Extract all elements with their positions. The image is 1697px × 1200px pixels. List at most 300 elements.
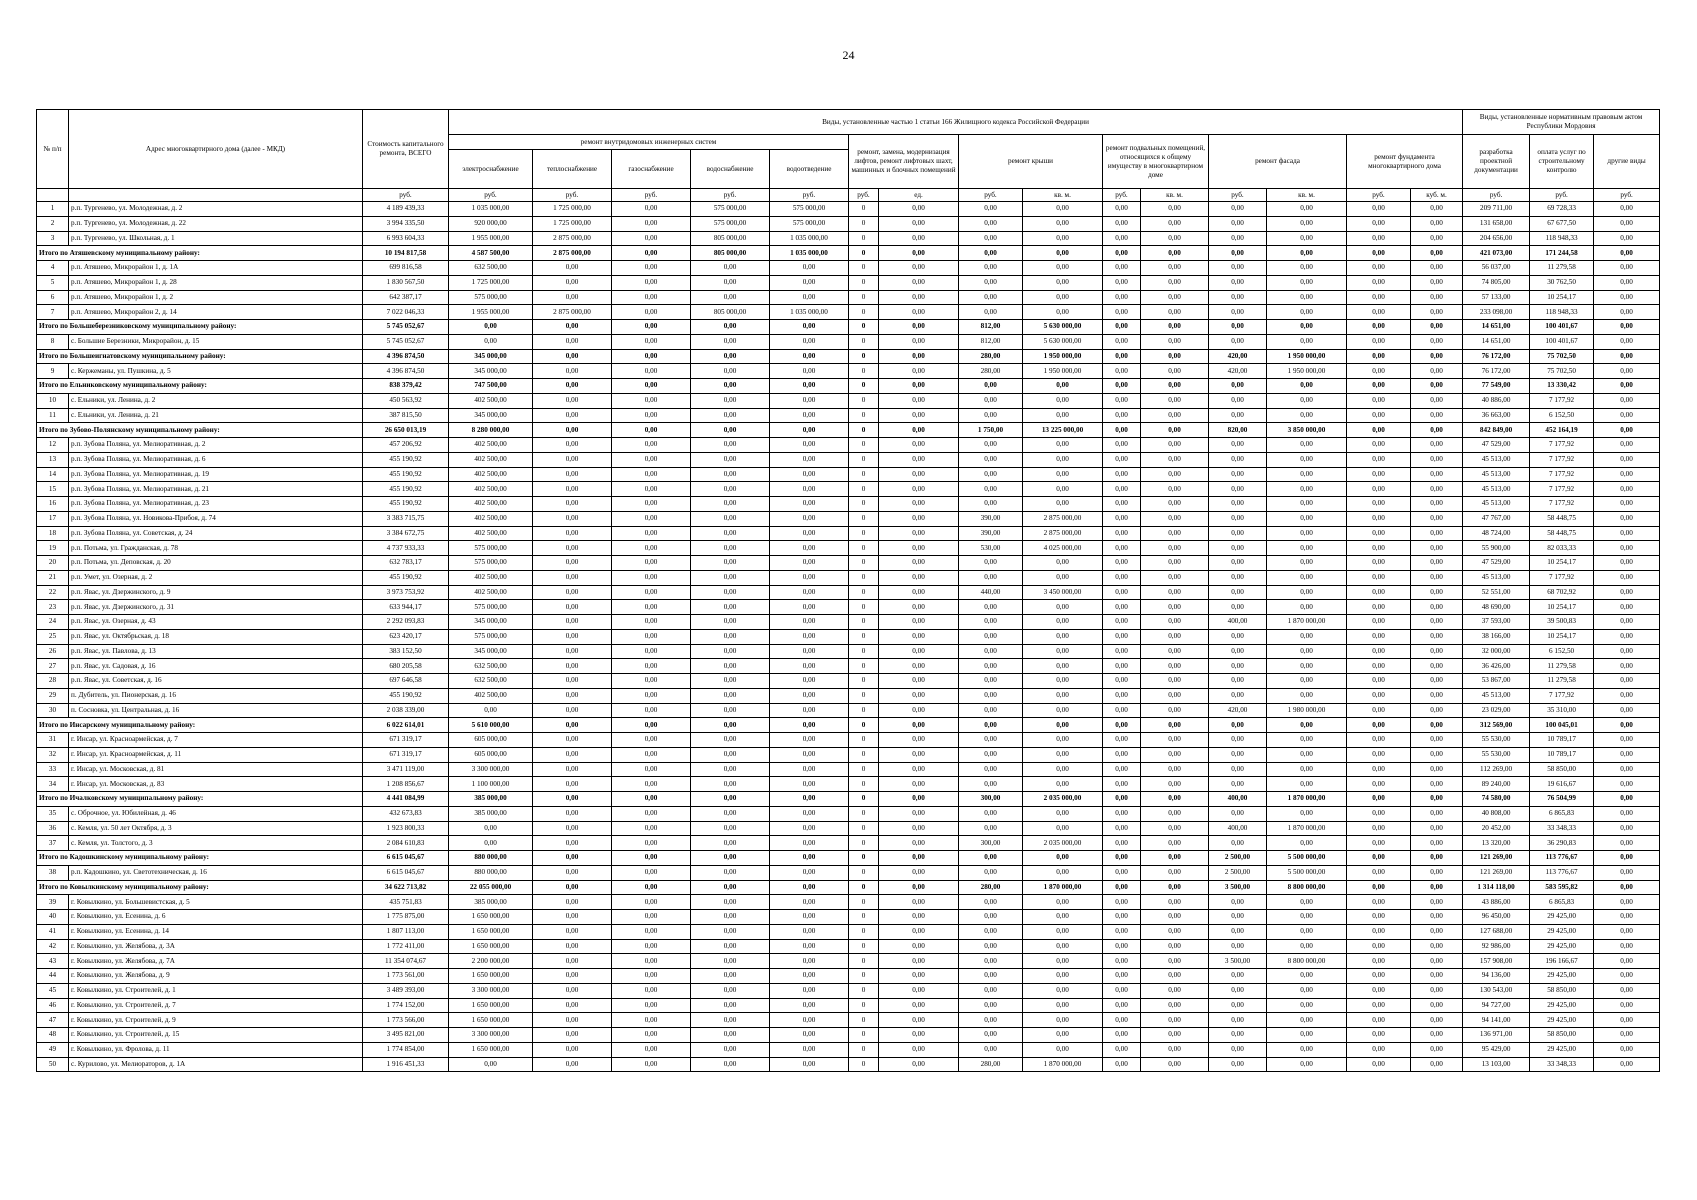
address-cell: с. Большие Березники, Микрорайон, д. 15	[69, 334, 363, 349]
value-cell: 0,00	[879, 821, 959, 836]
value-cell: 3 500,00	[1209, 880, 1267, 895]
value-cell: 0,00	[533, 747, 612, 762]
value-cell: 6 865,83	[1530, 806, 1594, 821]
value-cell: 0,00	[1347, 393, 1411, 408]
value-cell: 390,00	[959, 511, 1023, 526]
value-cell: 0	[849, 895, 879, 910]
value-cell: 0,00	[770, 1028, 849, 1043]
value-cell: 11 279,58	[1530, 659, 1594, 674]
value-cell: 0,00	[1594, 615, 1660, 630]
value-cell: 0,00	[1347, 570, 1411, 585]
value-cell: 0,00	[770, 718, 849, 733]
value-cell: 0,00	[1141, 585, 1209, 600]
value-cell: 1 807 113,00	[363, 924, 449, 939]
value-cell: 420,00	[1209, 349, 1267, 364]
value-cell: 0,00	[612, 275, 691, 290]
value-cell: 0,00	[1209, 290, 1267, 305]
value-cell: 0,00	[1023, 408, 1103, 423]
value-cell: 0,00	[1411, 762, 1463, 777]
value-cell: 0,00	[1267, 718, 1347, 733]
value-cell: 0,00	[1103, 261, 1141, 276]
value-cell: 10 194 817,58	[363, 246, 449, 261]
district-total-label: Итого по Ельниковскому муниципальному району:	[37, 379, 363, 394]
table-row	[37, 364, 1660, 379]
value-cell: 0,00	[612, 511, 691, 526]
value-cell: 0,00	[1141, 747, 1209, 762]
value-cell: 0,00	[959, 305, 1023, 320]
value-cell: 0,00	[533, 320, 612, 335]
value-cell: 0,00	[1347, 334, 1411, 349]
value-cell: 29 425,00	[1530, 1042, 1594, 1057]
value-cell: 76 504,99	[1530, 792, 1594, 807]
value-cell: 0,00	[1023, 718, 1103, 733]
value-cell: 1 870 000,00	[1267, 821, 1347, 836]
value-cell: 0,00	[770, 585, 849, 600]
value-cell: 0,00	[879, 393, 959, 408]
address-cell: р.п. Атяшево, Микрорайон 1, д. 1А	[69, 261, 363, 276]
table-row	[37, 1042, 1660, 1057]
value-cell: 0,00	[1141, 320, 1209, 335]
address-cell: р.п. Атяшево, Микрорайон 2, д. 14	[69, 305, 363, 320]
header-basement: ремонт подвальных помещений, относящихся к общему имуществу в многоквартирном доме	[1103, 135, 1209, 189]
table-row	[37, 969, 1660, 984]
value-cell: 0,00	[1347, 585, 1411, 600]
value-cell: 56 037,00	[1463, 261, 1530, 276]
value-cell: 0,00	[1141, 821, 1209, 836]
value-cell: 0,00	[1267, 836, 1347, 851]
value-cell: 0,00	[1411, 452, 1463, 467]
address-cell: р.п. Умет, ул. Озерная, д. 2	[69, 570, 363, 585]
value-cell: 0,00	[770, 497, 849, 512]
value-cell: 0,00	[1411, 320, 1463, 335]
value-cell: 0,00	[879, 733, 959, 748]
value-cell: 0,00	[1023, 1028, 1103, 1043]
table-row	[37, 895, 1660, 910]
address-cell: р.п. Зубова Поляна, ул. Мелиоративная, д. 21	[69, 482, 363, 497]
table-row	[37, 497, 1660, 512]
value-cell: 0,00	[612, 836, 691, 851]
address-cell: р.п. Тургенево, ул. Школьная, д. 1	[69, 231, 363, 246]
value-cell: 671 319,17	[363, 747, 449, 762]
value-cell: 68 702,92	[1530, 585, 1594, 600]
row-number: 7	[37, 305, 69, 320]
value-cell: 7 177,92	[1530, 393, 1594, 408]
value-cell: 0,00	[1347, 762, 1411, 777]
value-cell: 605 000,00	[449, 747, 533, 762]
value-cell: 300,00	[959, 792, 1023, 807]
table-row	[37, 954, 1660, 969]
value-cell: 0,00	[1594, 482, 1660, 497]
value-cell: 0,00	[612, 452, 691, 467]
header-group-zhk: Виды, установленные частью 1 статьи 166 Жилищного кодекса Российской Федерации	[449, 110, 1463, 135]
value-cell: 0,00	[1103, 334, 1141, 349]
value-cell: 0,00	[1347, 777, 1411, 792]
value-cell: 33 348,33	[1530, 821, 1594, 836]
value-cell: 0,00	[1594, 821, 1660, 836]
row-number: 36	[37, 821, 69, 836]
address-cell: г. Ковылкино, ул. Желябова, д. 3А	[69, 939, 363, 954]
value-cell: 0,00	[1023, 910, 1103, 925]
value-cell: 0,00	[770, 423, 849, 438]
value-cell: 0,00	[879, 806, 959, 821]
value-cell: 280,00	[959, 1057, 1023, 1072]
value-cell: 0,00	[1411, 585, 1463, 600]
value-cell: 0,00	[533, 1057, 612, 1072]
value-cell: 0,00	[770, 747, 849, 762]
value-cell: 0,00	[770, 644, 849, 659]
value-cell: 0	[849, 1057, 879, 1072]
address-cell: р.п. Тургенево, ул. Молодежная, д. 2	[69, 202, 363, 217]
value-cell: 0,00	[1209, 467, 1267, 482]
value-cell: 0	[849, 615, 879, 630]
value-cell: 0,00	[1209, 246, 1267, 261]
value-cell: 0,00	[1103, 541, 1141, 556]
value-cell: 575 000,00	[449, 629, 533, 644]
table-row	[37, 1028, 1660, 1043]
value-cell: 0,00	[612, 806, 691, 821]
value-cell: 450 563,92	[363, 393, 449, 408]
value-cell: 0	[849, 969, 879, 984]
value-cell: 0	[849, 1028, 879, 1043]
value-cell: 0,00	[1411, 275, 1463, 290]
value-cell: 0,00	[612, 482, 691, 497]
value-cell: 0,00	[770, 733, 849, 748]
value-cell: 0,00	[959, 998, 1023, 1013]
value-cell: 0,00	[1411, 408, 1463, 423]
value-cell: 0,00	[770, 482, 849, 497]
value-cell: 0,00	[770, 290, 849, 305]
value-cell: 605 000,00	[449, 733, 533, 748]
value-cell: 0	[849, 202, 879, 217]
value-cell: 0,00	[1411, 1013, 1463, 1028]
value-cell: 209 711,00	[1463, 202, 1530, 217]
value-cell: 7 177,92	[1530, 438, 1594, 453]
unit-cell: руб.	[959, 189, 1023, 202]
value-cell: 0,00	[612, 261, 691, 276]
value-cell: 455 190,92	[363, 497, 449, 512]
address-cell: р.п. Атяшево, Микрорайон 1, д. 28	[69, 275, 363, 290]
value-cell: 39 500,83	[1530, 615, 1594, 630]
value-cell: 0,00	[1141, 541, 1209, 556]
value-cell: 0,00	[1141, 644, 1209, 659]
value-cell: 0,00	[691, 733, 770, 748]
value-cell: 0	[849, 865, 879, 880]
header-sewer: водоотведение	[770, 150, 849, 189]
value-cell: 0,00	[1103, 969, 1141, 984]
value-cell: 0,00	[770, 556, 849, 571]
value-cell: 0,00	[1411, 216, 1463, 231]
value-cell: 0,00	[1023, 482, 1103, 497]
table-row	[37, 674, 1660, 689]
value-cell: 0,00	[959, 674, 1023, 689]
value-cell: 0	[849, 983, 879, 998]
table-row	[37, 334, 1660, 349]
value-cell: 3 450 000,00	[1023, 585, 1103, 600]
value-cell: 0,00	[1411, 349, 1463, 364]
value-cell: 6 615 045,67	[363, 865, 449, 880]
value-cell: 0,00	[770, 969, 849, 984]
value-cell: 0	[849, 910, 879, 925]
value-cell: 0,00	[770, 998, 849, 1013]
value-cell: 53 867,00	[1463, 674, 1530, 689]
value-cell: 0,00	[770, 261, 849, 276]
value-cell: 0,00	[1594, 644, 1660, 659]
value-cell: 0,00	[1141, 482, 1209, 497]
table-row	[37, 865, 1660, 880]
value-cell: 0,00	[612, 497, 691, 512]
value-cell: 0	[849, 438, 879, 453]
row-number: 3	[37, 231, 69, 246]
value-cell: 0,00	[879, 762, 959, 777]
value-cell: 0,00	[1141, 674, 1209, 689]
district-total-label: Итого по Атяшевскому муниципальному району:	[37, 246, 363, 261]
value-cell: 0,00	[1267, 1028, 1347, 1043]
value-cell: 0,00	[533, 364, 612, 379]
value-cell: 0,00	[691, 644, 770, 659]
value-cell: 0,00	[959, 615, 1023, 630]
value-cell: 0,00	[1103, 851, 1141, 866]
value-cell: 0,00	[1594, 585, 1660, 600]
value-cell: 0,00	[959, 865, 1023, 880]
value-cell: 0,00	[691, 261, 770, 276]
value-cell: 0,00	[612, 320, 691, 335]
value-cell: 0,00	[1103, 836, 1141, 851]
address-cell: г. Инсар, ул. Московская, д. 83	[69, 777, 363, 792]
value-cell: 0,00	[533, 585, 612, 600]
value-cell: 0,00	[691, 379, 770, 394]
value-cell: 0,00	[1141, 688, 1209, 703]
value-cell: 0,00	[612, 910, 691, 925]
value-cell: 0,00	[959, 659, 1023, 674]
value-cell: 575 000,00	[449, 556, 533, 571]
value-cell: 0,00	[1209, 688, 1267, 703]
header-engineering: ремонт внутридомовых инженерных систем	[449, 135, 849, 150]
value-cell: 300,00	[959, 836, 1023, 851]
value-cell: 0,00	[612, 1042, 691, 1057]
value-cell: 0,00	[879, 290, 959, 305]
value-cell: 0,00	[691, 659, 770, 674]
value-cell: 0,00	[612, 659, 691, 674]
value-cell: 0,00	[1209, 1042, 1267, 1057]
value-cell: 0,00	[959, 747, 1023, 762]
value-cell: 0,00	[1103, 408, 1141, 423]
value-cell: 3 495 821,00	[363, 1028, 449, 1043]
row-number: 9	[37, 364, 69, 379]
value-cell: 0,00	[533, 379, 612, 394]
value-cell: 0,00	[1347, 998, 1411, 1013]
value-cell: 0,00	[1141, 1042, 1209, 1057]
value-cell: 29 425,00	[1530, 1013, 1594, 1028]
table-row	[37, 393, 1660, 408]
value-cell: 402 500,00	[449, 688, 533, 703]
value-cell: 0,00	[1023, 644, 1103, 659]
value-cell: 1 035 000,00	[770, 231, 849, 246]
value-cell: 29 425,00	[1530, 924, 1594, 939]
value-cell: 0,00	[1209, 659, 1267, 674]
value-cell: 121 269,00	[1463, 865, 1530, 880]
value-cell: 400,00	[1209, 615, 1267, 630]
value-cell: 0,00	[533, 924, 612, 939]
value-cell: 0,00	[1594, 541, 1660, 556]
value-cell: 0,00	[612, 851, 691, 866]
value-cell: 0,00	[1103, 275, 1141, 290]
value-cell: 0,00	[1209, 261, 1267, 276]
address-cell: с. Кемля, ул. 50 лет Октября, д. 3	[69, 821, 363, 836]
unit-cell: кв. м.	[1141, 189, 1209, 202]
value-cell: 0,00	[1209, 998, 1267, 1013]
value-cell: 57 133,00	[1463, 290, 1530, 305]
value-cell: 0,00	[1023, 629, 1103, 644]
value-cell: 0,00	[1023, 556, 1103, 571]
unit-cell: куб. м.	[1411, 189, 1463, 202]
value-cell: 0,00	[1209, 644, 1267, 659]
value-cell: 0,00	[1023, 924, 1103, 939]
value-cell: 0,00	[1347, 216, 1411, 231]
value-cell: 345 000,00	[449, 408, 533, 423]
value-cell: 0,00	[1347, 305, 1411, 320]
value-cell: 74 580,00	[1463, 792, 1530, 807]
value-cell: 1 208 856,67	[363, 777, 449, 792]
value-cell: 0,00	[1141, 349, 1209, 364]
value-cell: 13 103,00	[1463, 1057, 1530, 1072]
value-cell: 0,00	[1103, 423, 1141, 438]
unit-cell: ед.	[879, 189, 959, 202]
value-cell: 0	[849, 659, 879, 674]
value-cell: 0,00	[1347, 688, 1411, 703]
table-row	[37, 290, 1660, 305]
address-cell: р.п. Явас, ул. Озерная, д. 43	[69, 615, 363, 630]
value-cell: 13 225 000,00	[1023, 423, 1103, 438]
value-cell: 0,00	[1103, 467, 1141, 482]
value-cell: 0,00	[612, 983, 691, 998]
table-row	[37, 452, 1660, 467]
value-cell: 0,00	[533, 733, 612, 748]
value-cell: 0,00	[612, 644, 691, 659]
header-water: водоснабжение	[691, 150, 770, 189]
value-cell: 0,00	[959, 895, 1023, 910]
value-cell: 0,00	[1141, 969, 1209, 984]
value-cell: 10 254,17	[1530, 629, 1594, 644]
value-cell: 58 850,00	[1530, 983, 1594, 998]
value-cell: 0,00	[879, 895, 959, 910]
value-cell: 0,00	[1103, 452, 1141, 467]
value-cell: 0,00	[691, 334, 770, 349]
value-cell: 455 190,92	[363, 570, 449, 585]
value-cell: 0,00	[1347, 364, 1411, 379]
value-cell: 632 783,17	[363, 556, 449, 571]
value-cell: 0,00	[1209, 452, 1267, 467]
value-cell: 0,00	[1209, 408, 1267, 423]
value-cell: 0,00	[1267, 526, 1347, 541]
value-cell: 805 000,00	[691, 231, 770, 246]
value-cell: 13 320,00	[1463, 836, 1530, 851]
value-cell: 0,00	[612, 954, 691, 969]
value-cell: 1 775 875,00	[363, 910, 449, 925]
value-cell: 0	[849, 733, 879, 748]
value-cell: 0,00	[1267, 747, 1347, 762]
value-cell: 0,00	[770, 541, 849, 556]
value-cell: 0,00	[533, 851, 612, 866]
value-cell: 2 875 000,00	[1023, 526, 1103, 541]
value-cell: 0,00	[770, 762, 849, 777]
value-cell: 0,00	[1411, 688, 1463, 703]
value-cell: 0,00	[1023, 216, 1103, 231]
value-cell: 0,00	[879, 1057, 959, 1072]
row-number: 23	[37, 600, 69, 615]
value-cell: 0,00	[533, 983, 612, 998]
address-cell: с. Курилово, ул. Мелиораторов, д. 1А	[69, 1057, 363, 1072]
value-cell: 0,00	[770, 408, 849, 423]
value-cell: 0,00	[1411, 615, 1463, 630]
value-cell: 2 875 000,00	[533, 305, 612, 320]
address-cell: с. Оброчное, ул. Юбилейная, д. 46	[69, 806, 363, 821]
value-cell: 0,00	[1103, 777, 1141, 792]
table-row	[37, 275, 1660, 290]
value-cell: 1 725 000,00	[533, 202, 612, 217]
value-cell: 1 750,00	[959, 423, 1023, 438]
value-cell: 0,00	[691, 541, 770, 556]
value-cell: 92 986,00	[1463, 939, 1530, 954]
value-cell: 48 690,00	[1463, 600, 1530, 615]
value-cell: 0,00	[959, 969, 1023, 984]
value-cell: 0,00	[1103, 526, 1141, 541]
value-cell: 0,00	[1594, 777, 1660, 792]
unit-cell: руб.	[1463, 189, 1530, 202]
table-row	[37, 836, 1660, 851]
value-cell: 0,00	[1347, 497, 1411, 512]
value-cell: 45 513,00	[1463, 452, 1530, 467]
value-cell: 58 448,75	[1530, 526, 1594, 541]
value-cell: 0,00	[1209, 275, 1267, 290]
value-cell: 0,00	[1347, 924, 1411, 939]
value-cell: 0,00	[1209, 526, 1267, 541]
value-cell: 0	[849, 806, 879, 821]
value-cell: 22 055 000,00	[449, 880, 533, 895]
value-cell: 1 774 152,00	[363, 998, 449, 1013]
value-cell: 0,00	[1347, 349, 1411, 364]
value-cell: 0,00	[1267, 895, 1347, 910]
value-cell: 0,00	[1267, 733, 1347, 748]
value-cell: 0,00	[691, 320, 770, 335]
table-row	[37, 939, 1660, 954]
value-cell: 0,00	[770, 511, 849, 526]
address-cell: р.п. Явас, ул. Дзержинского, д. 31	[69, 600, 363, 615]
value-cell: 0,00	[1267, 438, 1347, 453]
value-cell: 0,00	[1103, 733, 1141, 748]
value-cell: 0,00	[879, 497, 959, 512]
value-cell: 0,00	[1023, 438, 1103, 453]
row-number: 30	[37, 703, 69, 718]
value-cell: 0,00	[879, 570, 959, 585]
value-cell: 0,00	[879, 983, 959, 998]
value-cell: 0,00	[1023, 1013, 1103, 1028]
unit-cell: руб.	[363, 189, 449, 202]
value-cell: 0,00	[1103, 1042, 1141, 1057]
value-cell: 0,00	[1411, 393, 1463, 408]
value-cell: 0,00	[1023, 821, 1103, 836]
value-cell: 632 500,00	[449, 674, 533, 689]
value-cell: 0,00	[1103, 1013, 1141, 1028]
value-cell: 0,00	[1103, 585, 1141, 600]
value-cell: 0,00	[691, 364, 770, 379]
value-cell: 0,00	[879, 511, 959, 526]
value-cell: 3 383 715,75	[363, 511, 449, 526]
value-cell: 345 000,00	[449, 349, 533, 364]
value-cell: 40 886,00	[1463, 393, 1530, 408]
value-cell: 0,00	[612, 379, 691, 394]
value-cell: 0,00	[1209, 718, 1267, 733]
value-cell: 0,00	[879, 216, 959, 231]
